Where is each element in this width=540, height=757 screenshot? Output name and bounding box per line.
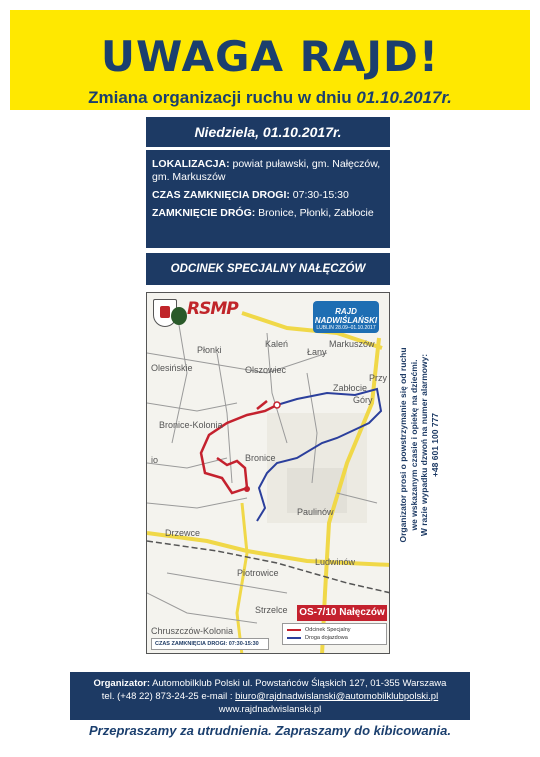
place-label: Łany [307, 347, 327, 357]
place-label: Góry [353, 395, 373, 405]
rsmp-logo: RSMP [187, 299, 238, 319]
place-label: Drzewce [165, 528, 201, 538]
closing-message: Przepraszamy za utrudnienia. Zapraszamy do kibicowania. [89, 723, 451, 738]
place-label: Olesińskie [151, 363, 193, 373]
place-label: Bronice-Kolonia [159, 420, 223, 430]
subtitle-date: 01.10.2017r. [356, 88, 452, 107]
contact-line [70, 690, 470, 703]
place-label: Piotrowice [237, 568, 279, 578]
date-box [146, 117, 390, 147]
place-label: Zabłocie [333, 383, 368, 393]
place-label: Chruszczów-Kolonia [151, 626, 234, 636]
page-subtitle [10, 88, 530, 108]
legend-label: Odcinek Specjalny [305, 627, 351, 633]
organizer-label: Organizator: [93, 678, 151, 689]
railway [147, 541, 390, 593]
page-title: UWAGA RAJD! [100, 32, 440, 81]
place-label: Strzelce [255, 605, 288, 615]
phone: tel. (+48 22) 873-24-25 e-mail : [101, 691, 233, 702]
rajd-logo-line2: NADWIŚLAŃSKI [314, 316, 378, 325]
closed-roads-value: Bronice, Płonki, Zabłocie [258, 207, 374, 219]
place-label: Paulinów [297, 507, 334, 517]
legend-item [287, 634, 382, 642]
map-closure-note: CZAS ZAMKNIĘCIA DROGI: 07:30-15:30 [151, 638, 269, 650]
note-line: Organizator prosi o powstrzymanie się od ruchu [398, 347, 408, 543]
organizer-value: Automobilklub Polski ul. Powstańców Śląskich 127, 01-355 Warszawa [152, 678, 447, 689]
note-line: +48 601 100 777 [429, 412, 440, 478]
note-line: we wskazanym czasie i opiekę na dziećmi. [408, 359, 419, 531]
email-link[interactable]: biuro@rajdnadwislanski@automobilklubpolski.pl [235, 691, 439, 702]
map-legend [282, 623, 387, 645]
place-label: Przy [369, 373, 387, 383]
stage-tag: OS-7/10 Nałęczów [297, 605, 387, 621]
place-label: io [151, 455, 159, 465]
location-line [152, 158, 384, 184]
organizer-line [70, 677, 470, 690]
closure-time-line [152, 189, 384, 202]
rajd-nadwislanski-logo [313, 301, 379, 333]
closure-time-label: CZAS ZAMKNIĘCIA DROGI: [152, 189, 290, 201]
legend-label: Droga dojazdowa [305, 635, 348, 641]
info-box [146, 150, 390, 248]
closed-roads-label: ZAMKNIĘCIE DRÓG: [152, 207, 256, 219]
closed-roads-line [152, 207, 384, 220]
note-line: W razie wypadku dzwoń na numer alarmowy: [419, 353, 429, 537]
rajd-logo-line3: LUBLIN 28.09–01.10.2017 [316, 325, 376, 331]
date-label: Niedziela, 01.10.2017r. [194, 124, 342, 140]
stage-start-marker [274, 402, 280, 408]
location-value: powiat puławski, gm. Nałęczów, gm. Markuszów [152, 158, 381, 183]
place-label: Bronice [245, 453, 276, 463]
place-label: Ludwinów [315, 557, 356, 567]
legend-swatch [287, 637, 301, 639]
location-label: LOKALIZACJA: [152, 158, 230, 170]
place-label: Kaleń [265, 339, 289, 349]
place-label: Markuszów [329, 339, 375, 349]
special-stage-route [201, 401, 277, 493]
route-map [146, 292, 390, 654]
stage-box [146, 253, 390, 285]
organizer-warning-note [398, 335, 452, 555]
club-crest [171, 307, 187, 325]
footer-box [70, 672, 470, 720]
place-label: Płonki [197, 345, 222, 355]
header-banner [10, 10, 530, 110]
main-road [237, 503, 247, 654]
place-label: Olszowiec [245, 365, 287, 375]
stage-label: ODCINEK SPECJALNY NAŁĘCZÓW [170, 263, 366, 275]
legend-item [287, 626, 382, 634]
stage-finish-marker [244, 486, 250, 492]
subtitle-prefix: Zmiana organizacji ruchu w dniu [88, 88, 357, 107]
website-link[interactable]: www.rajdnadwislanski.pl [218, 704, 322, 715]
closure-time-value: 07:30-15:30 [292, 189, 349, 201]
legend-swatch [287, 629, 301, 631]
rajd-logo-line1: RAJD [335, 307, 357, 316]
